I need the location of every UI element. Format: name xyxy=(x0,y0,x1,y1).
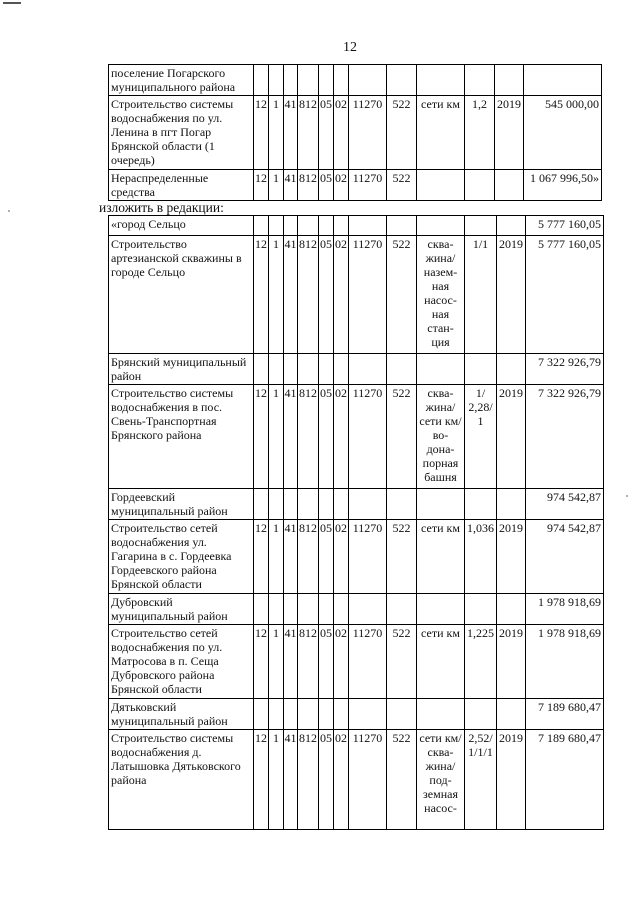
code-cell xyxy=(298,594,319,625)
code-cell: 11270 xyxy=(349,385,387,489)
amount-cell: 1 978 918,69 xyxy=(526,594,604,625)
amount-cell: 7 322 926,79 xyxy=(526,385,604,489)
code-cell xyxy=(349,65,387,96)
quantity-cell xyxy=(465,594,497,625)
object-name-cell: «город Сельцо xyxy=(109,216,254,236)
code-cell: 1 xyxy=(269,170,284,201)
year-cell xyxy=(495,170,524,201)
object-name-cell: Строительство сетей водоснабжения ул. Гагарина в с. Гордеевка Гордеевского района Брянской области xyxy=(109,520,254,594)
object-name-cell: Брянский муниципальный район xyxy=(109,354,254,385)
code-cell xyxy=(269,699,284,730)
table-row xyxy=(109,699,604,730)
quantity-cell xyxy=(465,699,497,730)
code-cell: 05 xyxy=(319,625,334,699)
amount-cell xyxy=(524,65,602,96)
scan-dot xyxy=(8,210,10,212)
code-cell: 12 xyxy=(254,96,269,170)
quantity-cell xyxy=(465,65,495,96)
code-cell xyxy=(298,489,319,520)
scan-corner-mark xyxy=(3,2,21,4)
code-cell: 1 xyxy=(269,520,284,594)
code-cell: 02 xyxy=(334,625,349,699)
code-cell xyxy=(334,699,349,730)
code-cell: 41 xyxy=(284,236,298,354)
code-cell xyxy=(284,489,298,520)
code-cell: 11270 xyxy=(349,96,387,170)
year-cell: 2019 xyxy=(497,730,526,830)
unit-cell xyxy=(417,65,465,96)
budget-table-revised xyxy=(108,215,604,830)
code-cell: 05 xyxy=(319,385,334,489)
object-name-cell: поселение Погарского муниципального района xyxy=(109,65,254,96)
code-cell xyxy=(254,65,269,96)
year-cell: 2019 xyxy=(495,96,524,170)
code-cell: 812 xyxy=(298,625,319,699)
quantity-cell: 1,2 xyxy=(465,96,495,170)
code-cell: 522 xyxy=(387,236,417,354)
code-cell xyxy=(284,699,298,730)
code-cell: 812 xyxy=(298,170,319,201)
table-body-main xyxy=(109,216,604,830)
code-cell: 12 xyxy=(254,385,269,489)
unit-cell: сква- жина/ назем- ная насос- ная стан- ция xyxy=(417,236,465,354)
quantity-cell xyxy=(465,170,495,201)
table-row xyxy=(109,625,604,699)
code-cell xyxy=(284,354,298,385)
table-row xyxy=(109,236,604,354)
table-row xyxy=(109,489,604,520)
code-cell: 02 xyxy=(334,170,349,201)
code-cell: 02 xyxy=(334,96,349,170)
code-cell: 11270 xyxy=(349,236,387,354)
year-cell xyxy=(497,699,526,730)
code-cell: 1 xyxy=(269,625,284,699)
object-name-cell: Строительство артезианской скважины в городе Сельцо xyxy=(109,236,254,354)
code-cell xyxy=(254,594,269,625)
amount-cell: 974 542,87 xyxy=(526,489,604,520)
code-cell xyxy=(269,216,284,236)
code-cell xyxy=(298,354,319,385)
code-cell: 41 xyxy=(284,170,298,201)
object-name-cell: Строительство системы водоснабжения по ул. Ленина в пгт Погар Брянской области (1 очередь) xyxy=(109,96,254,170)
unit-cell xyxy=(417,489,465,520)
object-name-cell: Строительство системы водоснабжения в пос. Свень-Транспортная Брянского района xyxy=(109,385,254,489)
object-name-cell: Дятьковский муниципальный район xyxy=(109,699,254,730)
code-cell: 522 xyxy=(387,96,417,170)
code-cell xyxy=(349,216,387,236)
code-cell xyxy=(319,354,334,385)
year-cell xyxy=(495,65,524,96)
unit-cell: сети км/ сква- жина/ под- земная насос- xyxy=(417,730,465,830)
code-cell xyxy=(254,216,269,236)
quantity-cell xyxy=(465,354,497,385)
code-cell: 41 xyxy=(284,730,298,830)
amendment-caption: изложить в редакции: xyxy=(99,200,224,215)
table-row xyxy=(109,520,604,594)
table-row xyxy=(109,354,604,385)
amount-cell: 7 189 680,47 xyxy=(526,699,604,730)
quantity-cell: 2,52/ 1/1/1 xyxy=(465,730,497,830)
code-cell xyxy=(349,699,387,730)
code-cell xyxy=(387,489,417,520)
object-name-cell: Строительство сетей водоснабжения по ул. Матросова в п. Сеща Дубровского района Брянской области xyxy=(109,625,254,699)
code-cell xyxy=(298,699,319,730)
year-cell: 2019 xyxy=(497,236,526,354)
code-cell: 522 xyxy=(387,170,417,201)
code-cell: 05 xyxy=(319,96,334,170)
code-cell xyxy=(387,354,417,385)
year-cell xyxy=(497,489,526,520)
code-cell xyxy=(269,489,284,520)
code-cell: 11270 xyxy=(349,170,387,201)
code-cell: 12 xyxy=(254,625,269,699)
quantity-cell xyxy=(465,216,497,236)
code-cell: 12 xyxy=(254,520,269,594)
code-cell: 522 xyxy=(387,520,417,594)
unit-cell xyxy=(417,594,465,625)
object-name-cell: Гордеевский муниципальный район xyxy=(109,489,254,520)
code-cell xyxy=(319,489,334,520)
code-cell: 12 xyxy=(254,170,269,201)
code-cell: 812 xyxy=(298,730,319,830)
amount-cell: 5 777 160,05 xyxy=(526,236,604,354)
object-name-cell: Нераспределенные средства xyxy=(109,170,254,201)
object-name-cell: Дубровский муниципальный район xyxy=(109,594,254,625)
quantity-cell: 1,225 xyxy=(465,625,497,699)
amount-cell: 545 000,00 xyxy=(524,96,602,170)
code-cell: 12 xyxy=(254,236,269,354)
amount-cell: 1 067 996,50» xyxy=(524,170,602,201)
code-cell: 522 xyxy=(387,625,417,699)
code-cell: 05 xyxy=(319,730,334,830)
code-cell: 812 xyxy=(298,385,319,489)
code-cell xyxy=(254,489,269,520)
year-cell xyxy=(497,354,526,385)
quantity-cell: 1/1 xyxy=(465,236,497,354)
year-cell: 2019 xyxy=(497,385,526,489)
amount-cell: 5 777 160,05 xyxy=(526,216,604,236)
amount-cell: 7 189 680,47 xyxy=(526,730,604,830)
code-cell: 02 xyxy=(334,730,349,830)
code-cell: 522 xyxy=(387,385,417,489)
year-cell: 2019 xyxy=(497,520,526,594)
unit-cell xyxy=(417,354,465,385)
budget-table-continued xyxy=(108,64,602,201)
code-cell: 41 xyxy=(284,520,298,594)
code-cell: 02 xyxy=(334,236,349,354)
code-cell: 812 xyxy=(298,96,319,170)
table-row xyxy=(109,216,604,236)
table-body-top xyxy=(109,65,602,201)
code-cell xyxy=(349,489,387,520)
unit-cell: сети км xyxy=(417,520,465,594)
object-name-cell: Строительство системы водоснабжения д. Латышовка Дятьковского района xyxy=(109,730,254,830)
code-cell xyxy=(269,65,284,96)
code-cell xyxy=(387,65,417,96)
code-cell: 1 xyxy=(269,385,284,489)
year-cell xyxy=(497,216,526,236)
code-cell xyxy=(254,354,269,385)
table-row xyxy=(109,96,602,170)
quantity-cell xyxy=(465,489,497,520)
code-cell xyxy=(269,594,284,625)
year-cell: 2019 xyxy=(497,625,526,699)
code-cell: 11270 xyxy=(349,520,387,594)
code-cell: 02 xyxy=(334,520,349,594)
code-cell: 12 xyxy=(254,730,269,830)
code-cell: 1 xyxy=(269,730,284,830)
code-cell xyxy=(254,699,269,730)
unit-cell: сква- жина/ сети км/во- дона- порная башня xyxy=(417,385,465,489)
unit-cell xyxy=(417,699,465,730)
code-cell xyxy=(298,65,319,96)
code-cell: 812 xyxy=(298,520,319,594)
table-row xyxy=(109,65,602,96)
code-cell: 05 xyxy=(319,170,334,201)
code-cell: 522 xyxy=(387,730,417,830)
unit-cell: сети км xyxy=(417,96,465,170)
code-cell xyxy=(349,594,387,625)
table-row xyxy=(109,594,604,625)
year-cell xyxy=(497,594,526,625)
code-cell xyxy=(334,489,349,520)
code-cell xyxy=(334,594,349,625)
code-cell: 41 xyxy=(284,625,298,699)
code-cell: 41 xyxy=(284,385,298,489)
code-cell: 41 xyxy=(284,96,298,170)
code-cell xyxy=(334,65,349,96)
code-cell xyxy=(387,216,417,236)
code-cell xyxy=(319,65,334,96)
scan-dot xyxy=(626,495,628,497)
code-cell: 02 xyxy=(334,385,349,489)
unit-cell xyxy=(417,170,465,201)
code-cell xyxy=(387,594,417,625)
code-cell: 1 xyxy=(269,236,284,354)
code-cell xyxy=(334,216,349,236)
code-cell: 05 xyxy=(319,520,334,594)
code-cell: 1 xyxy=(269,96,284,170)
amount-cell: 7 322 926,79 xyxy=(526,354,604,385)
code-cell xyxy=(284,594,298,625)
code-cell xyxy=(334,354,349,385)
code-cell xyxy=(349,354,387,385)
code-cell xyxy=(319,594,334,625)
quantity-cell: 1,036 xyxy=(465,520,497,594)
code-cell: 812 xyxy=(298,236,319,354)
amount-cell: 974 542,87 xyxy=(526,520,604,594)
page-number: 12 xyxy=(343,40,357,55)
code-cell xyxy=(269,354,284,385)
code-cell xyxy=(319,699,334,730)
code-cell xyxy=(284,65,298,96)
code-cell xyxy=(319,216,334,236)
table-row xyxy=(109,730,604,830)
amount-cell: 1 978 918,69 xyxy=(526,625,604,699)
table-row xyxy=(109,385,604,489)
quantity-cell: 1/ 2,28/ 1 xyxy=(465,385,497,489)
code-cell: 05 xyxy=(319,236,334,354)
table-row xyxy=(109,170,602,201)
unit-cell: сети км xyxy=(417,625,465,699)
code-cell: 11270 xyxy=(349,730,387,830)
unit-cell xyxy=(417,216,465,236)
code-cell: 11270 xyxy=(349,625,387,699)
code-cell xyxy=(387,699,417,730)
code-cell xyxy=(284,216,298,236)
code-cell xyxy=(298,216,319,236)
